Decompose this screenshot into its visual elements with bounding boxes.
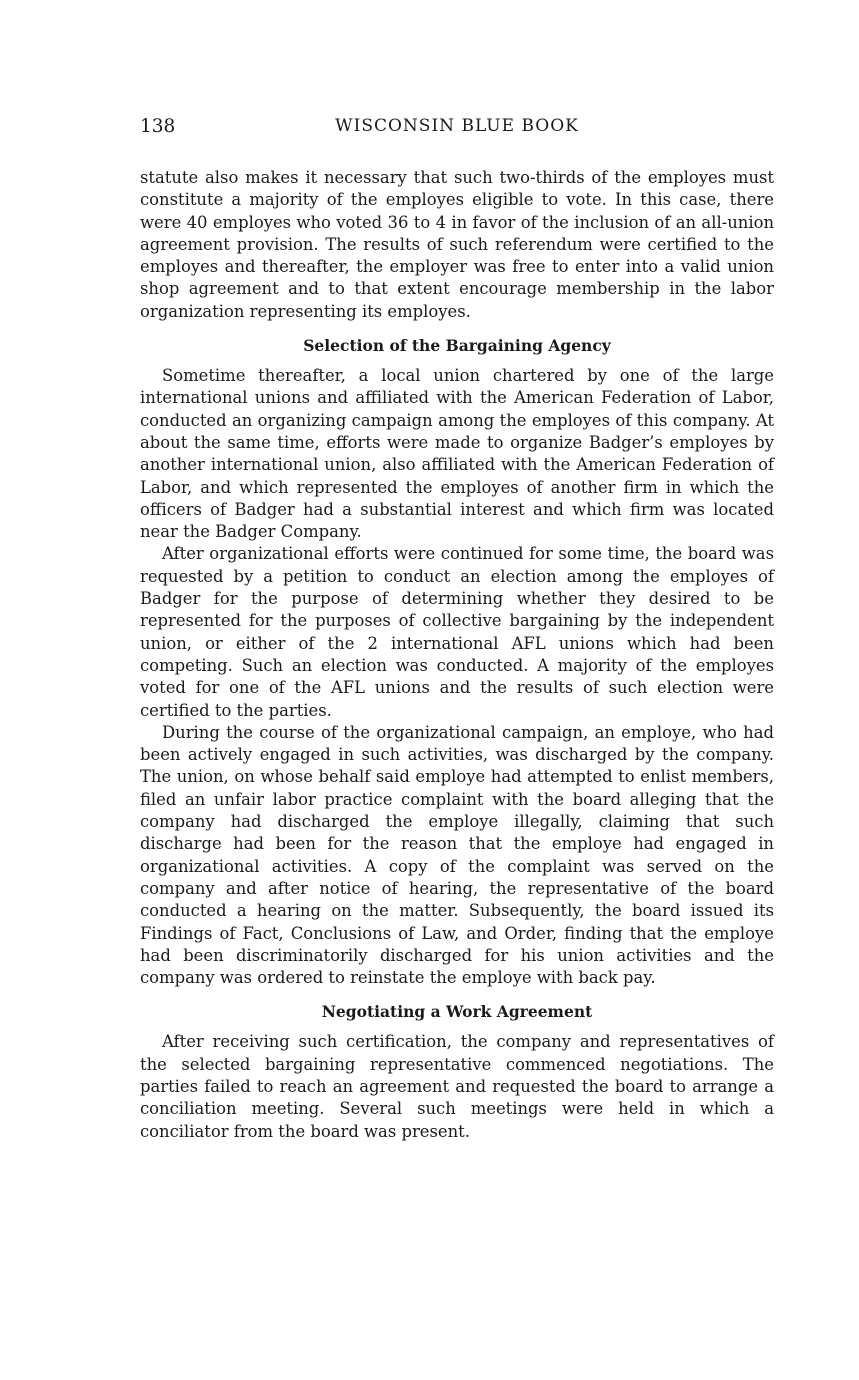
paragraph: Sometime thereafter, a local union chartered by one of the large international unions and affiliated with the American Federation of Labor, conducted an organizing campaign among the employes of this company. At about the same time, efforts were made to organize Badger’s employes by another international union, also affiliated with the American Federation of Labor, and which represented the employes of another firm in which the officers of Badger had a substantial interest and which firm was located near the Badger Company.: [140, 366, 774, 542]
running-head: WISCONSIN BLUE BOOK: [335, 116, 579, 136]
paragraph-continued: statute also makes it necessary that such two-thirds of the employes must constitute a majority of the employes eligible to vote. In this case, there were 40 employes who voted 36 to 4 in favor of the inclusion of an all-union agreement provision. The results of such referendum were certified to the employes and thereafter, the employer was free to enter into a valid union shop agreement and to that extent encourage membership in the labor organization representing its employes.: [140, 168, 774, 321]
page-header: [140, 116, 774, 142]
section-heading-selection: Selection of the Bargaining Agency: [303, 336, 611, 356]
body-text: [140, 167, 774, 1143]
paragraph: After organizational efforts were continued for some time, the board was requested by a petition to conduct an election among the employes of Badger for the purpose of determining whether they desired to be represented for the purposes of collective bargaining by the independent union, or either of the 2 international AFL unions which had been competing. Such an election was conducted. A majority of the employes voted for one of the AFL unions and the results of such election were certified to the parties.: [140, 544, 774, 720]
page-number: 138: [140, 116, 176, 137]
section-heading-negotiating: Negotiating a Work Agreement: [321, 1002, 593, 1022]
paragraph: During the course of the organizational campaign, an employe, who had been actively engaged in such activities, was discharged by the company. The union, on whose behalf said employe had attempted to enlist members, filed an unfair labor practice complaint with the board alleging that the company had discharged the employe illegally, claiming that such discharge had been for the reason that the employe had engaged in organizational activities. A copy of the complaint was served on the company and after notice of hearing, the representative of the board conducted a hearing on the matter. Subsequently, the board issued its Findings of Fact, Conclusions of Law, and Order, finding that the employe had been discriminatorily discharged for his union activities and the company was ordered to reinstate the employe with back pay.: [140, 722, 774, 988]
paragraph: After receiving such certification, the company and representatives of the selected bargaining representative commenced negotiations. The parties failed to reach an agreement and requested the board to arrange a conciliation meeting. Several such meetings were held in which a conciliator from the board was present.: [140, 1032, 774, 1141]
